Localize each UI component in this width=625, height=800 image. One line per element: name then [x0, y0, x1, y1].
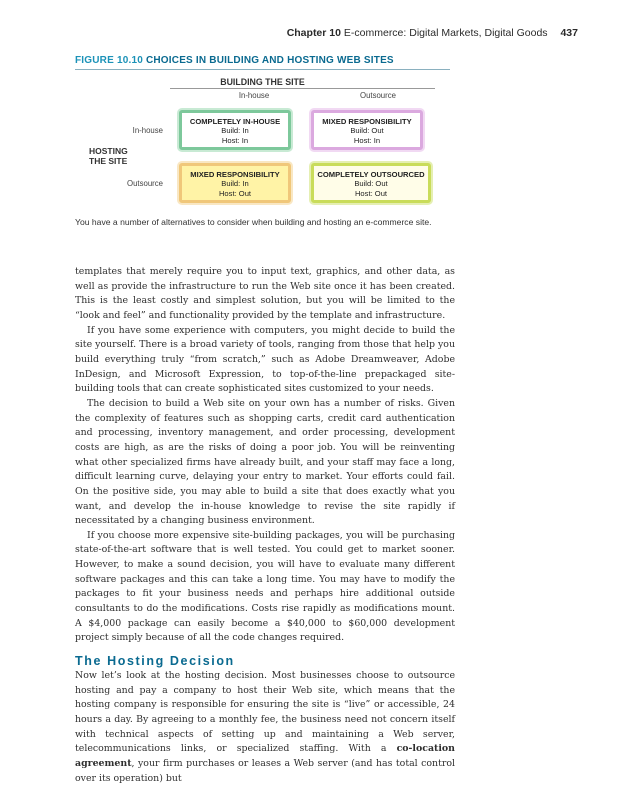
- box-completely-inhouse: [179, 110, 291, 150]
- box-title: MIXED RESPONSIBILITY: [190, 170, 280, 179]
- box-build: Build: In: [221, 179, 249, 189]
- box-build: Build: Out: [354, 179, 388, 189]
- key-term-co-location: co-location agreement: [75, 743, 455, 769]
- box-host: Host: In: [221, 135, 249, 145]
- box-host: Host: In: [353, 135, 381, 145]
- section-heading-hosting: The Hosting Decision: [75, 654, 235, 669]
- box-mixed-host-out: [179, 163, 291, 203]
- side-label-line-2: THE SITE: [89, 156, 128, 166]
- running-header: [287, 27, 578, 39]
- box-host: Host: Out: [218, 188, 252, 198]
- box-title: COMPLETELY OUTSOURCED: [317, 170, 425, 179]
- paragraph-5-end: , your firm purchases or leases a Web server (and has total control over its operation) but: [75, 758, 455, 784]
- box-build: Build: In: [221, 126, 249, 136]
- hosting-diagram: [75, 70, 450, 210]
- paragraph-4: If you choose more expensive site-building packages, you will be purchasing state-of-the-art software that is well tested. You could get to market sooner. However, to make a sound decision, you will have to evaluate many different software packages and this can take a long time. You may have to modify the packages to fit your business needs and perhaps hire additional outside consultants to do the modifications. Costs rise rapidly as modifications mount. A $4,000 package can easily become a $40,000 to $60,000 development project simply because of all the code changes required.: [75, 529, 455, 644]
- figure-title: CHOICES IN BUILDING AND HOSTING WEB SITES: [145, 55, 394, 66]
- box-title: MIXED RESPONSIBILITY: [322, 117, 412, 126]
- box-build: Build: Out: [350, 126, 384, 136]
- chapter-title: E-commerce: Digital Markets, Digital Goods: [343, 27, 548, 39]
- diagram-title-underline: [170, 88, 435, 89]
- row-label-inhouse: In-house: [132, 126, 163, 135]
- figure-number: FIGURE 10.10: [75, 55, 143, 66]
- side-label-hosting: [89, 146, 128, 166]
- box-completely-outsourced: [311, 163, 431, 203]
- paragraph-3: The decision to build a Web site on your own has a number of risks. Given the complexity of features such as shopping carts, credit card authentication and processing, inventory management, and order processing, development costs are high, as are the risks of doing a poor job. You will be reinventing what other specialized firms have already built, and your staff may face a long, difficult learning curve, delaying your entry to market. Your efforts could fail. On the positive side, you may able to build a site that does exactly what you want, and develop the in-house knowledge to revise the site rapidly if necessitated by a changing business environment.: [75, 397, 455, 527]
- figure-caption: [75, 55, 394, 66]
- row-label-outsource: Outsource: [127, 179, 163, 188]
- box-mixed-build-out: [311, 110, 423, 150]
- paragraph-1: templates that merely require you to input text, graphics, and other data, as well as provide the infrastructure to run the Web site once it has been created. This is the least costly and simplest solution, but you will be limited to the “look and feel” and functionality provided by the template and infrastructure.: [75, 266, 455, 321]
- box-title: COMPLETELY IN-HOUSE: [189, 117, 281, 126]
- column-label-outsource: Outsource: [360, 91, 396, 100]
- paragraph-5-start: Now let’s look at the hosting decision. Most businesses choose to outsource hosting and pay a company to host their Web site, which means that the hosting company is responsible for ensuring the site is “live” or accessible, 24 hours a day. By agreeing to a monthly fee, the business need not concern itself with technical aspects of setting up and maintaining a Web server, telecommunications links, or specialized staffing. With a: [75, 670, 455, 755]
- box-host: Host: Out: [354, 188, 388, 198]
- figure-note: You have a number of alternatives to consider when building and hosting an e-commerce site.: [75, 217, 432, 227]
- body-text: [75, 265, 455, 786]
- side-label-line-1: HOSTING: [89, 146, 128, 156]
- paragraph-2: If you have some experience with computers, you might decide to build the site yourself. There is a broad variety of tools, ranging from those that help you build everything truly “from scratch,” such as Adobe Dreamweaver, Adobe InDesign, and Microsoft Expression, to top-of-the-line prepackaged site-building tools that can create sophisticated sites customized to your needs.: [75, 324, 455, 395]
- page-number: 437: [560, 27, 578, 39]
- diagram-title: BUILDING THE SITE: [220, 77, 305, 87]
- column-label-inhouse: In-house: [238, 91, 270, 100]
- chapter-label: Chapter 10: [286, 27, 341, 39]
- paragraph-5: [75, 669, 455, 786]
